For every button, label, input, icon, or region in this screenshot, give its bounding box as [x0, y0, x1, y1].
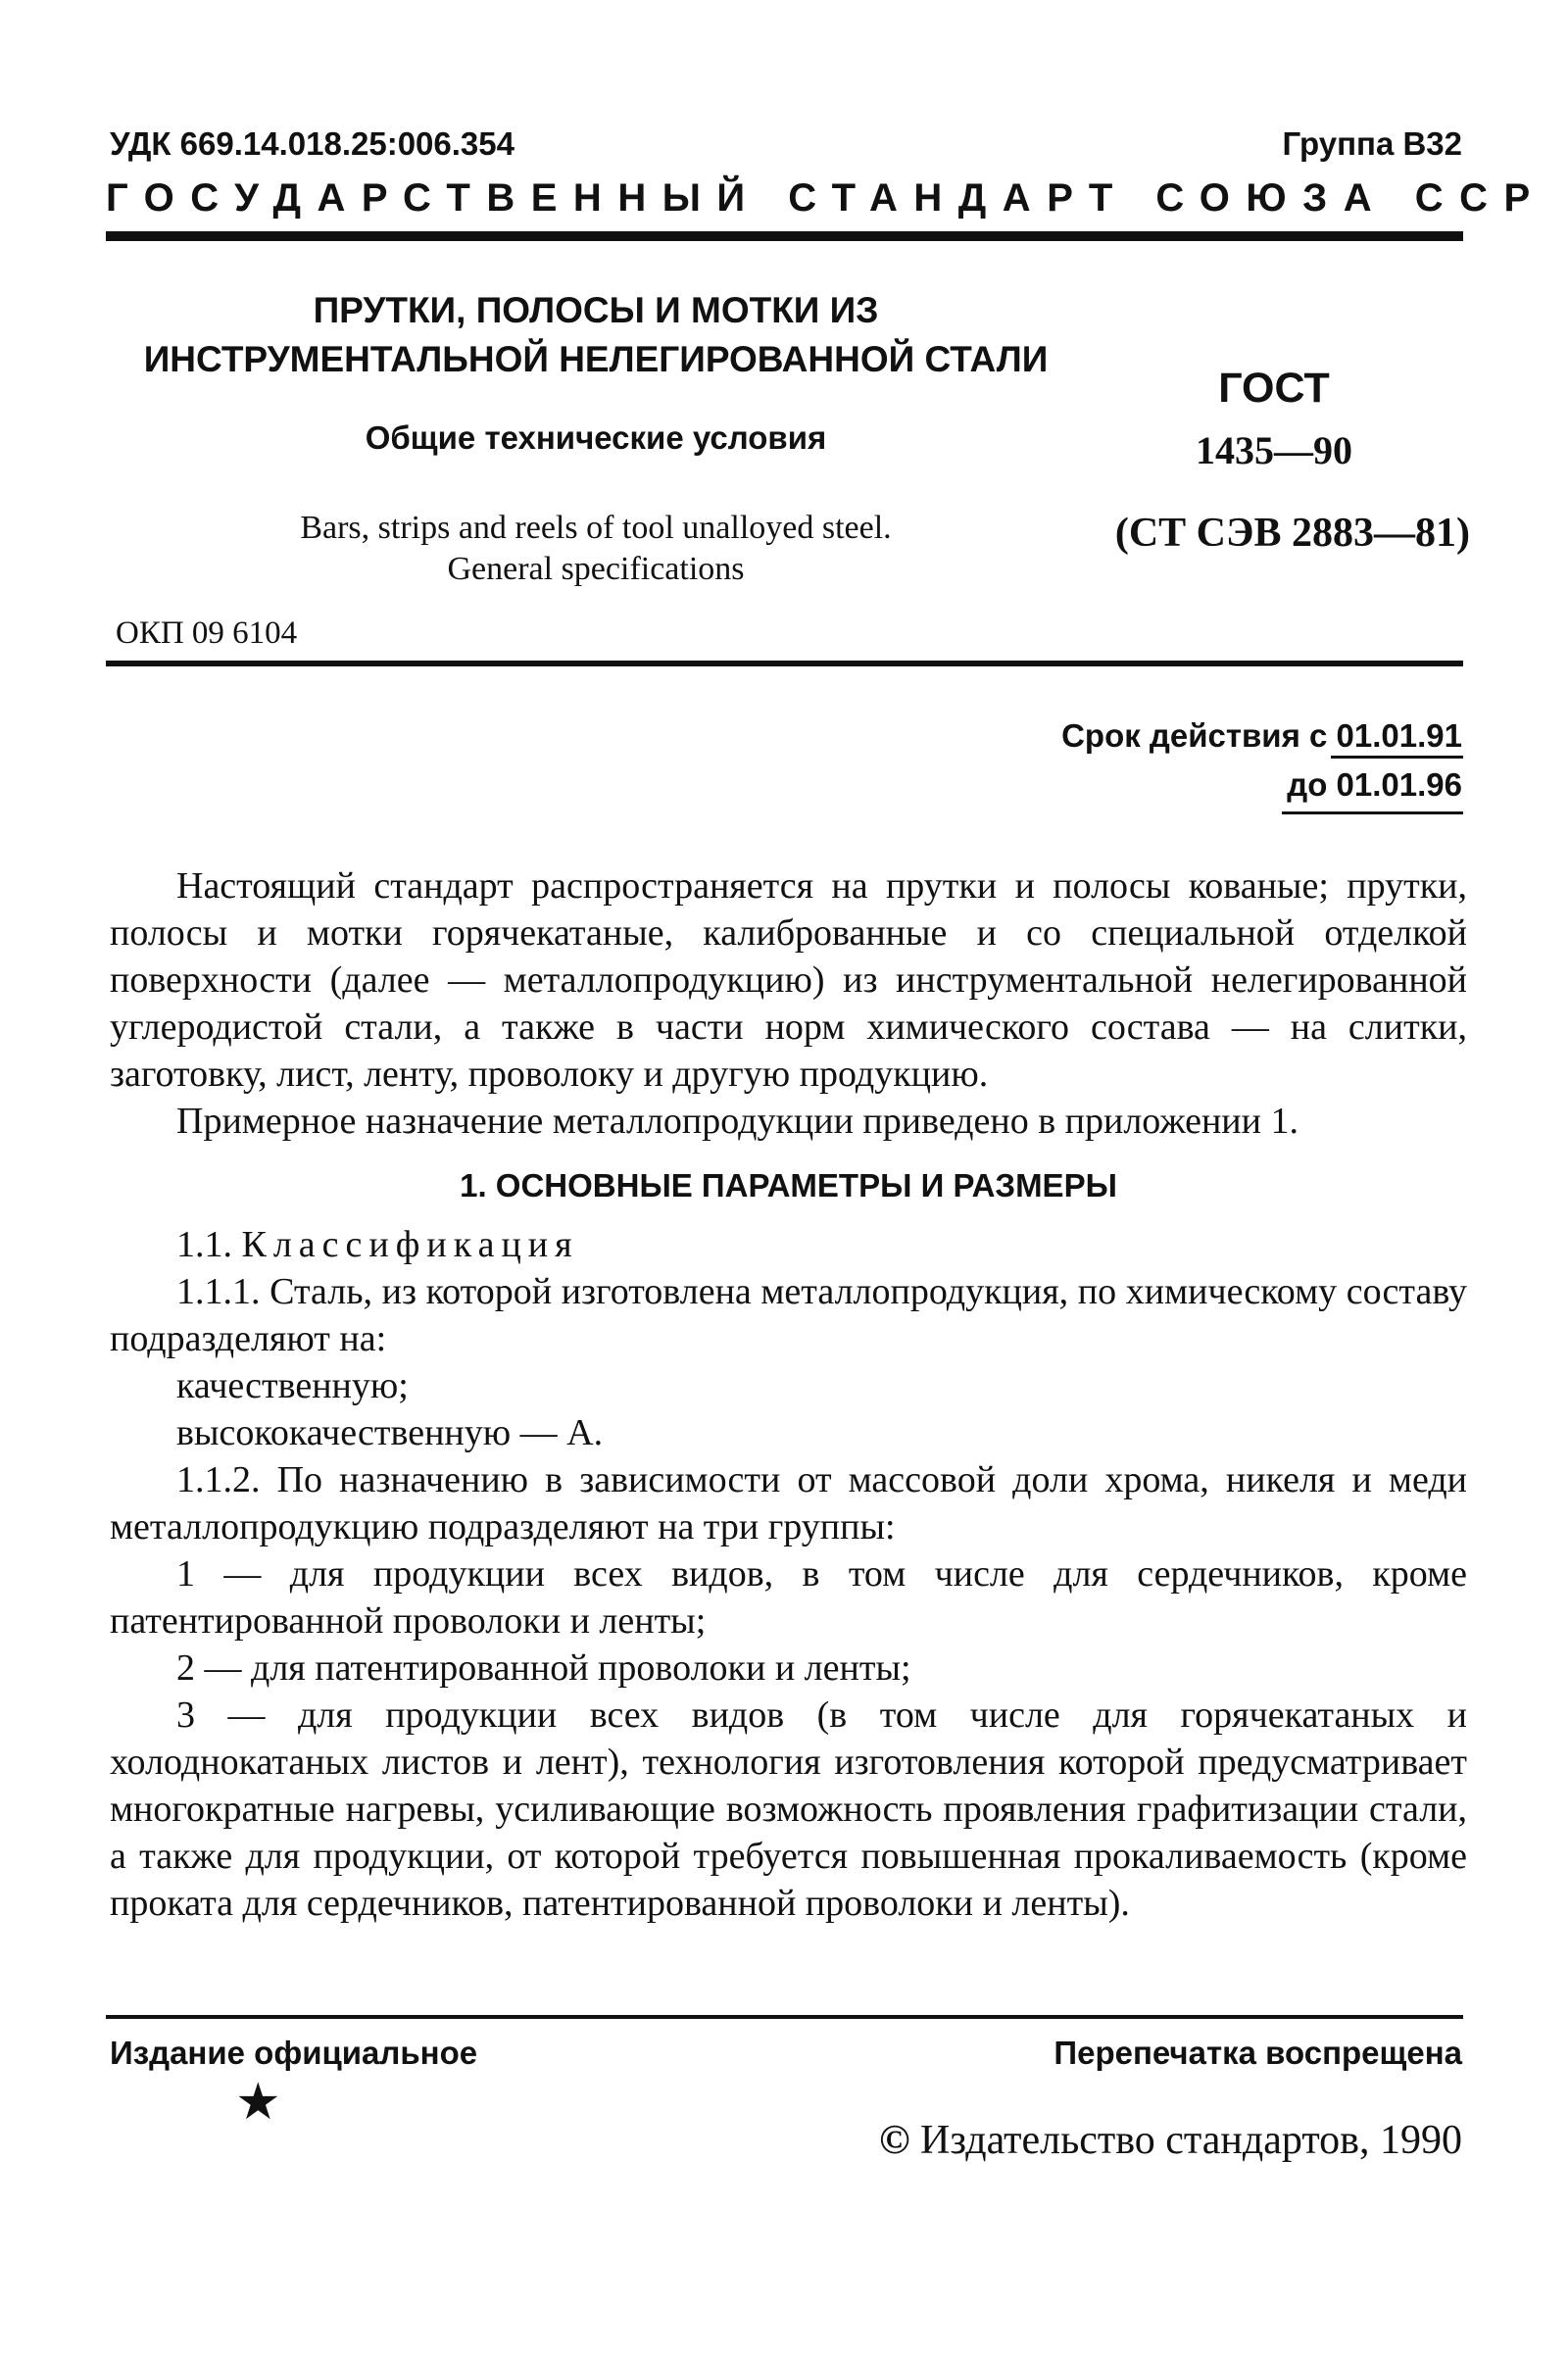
validity-to-underline: [1282, 811, 1463, 814]
clause-1-1-2: 1.1.2. По назначению в зависимости от массовой доли хрома, никеля и меди металлопродукцию подразделяют на три группы:: [110, 1459, 1467, 1547]
intro-paragraph: Настоящий стандарт распространяется на прутки и полосы кованые; прутки, полосы и мотки горячекатаные, калиброванные и со специальной отделкой поверхности (далее — металлопродукцию) из инструментальной нелегированной углеродистой стали, а также в части норм химического состава — на слитки, заготовку, лист, ленту, проволоку и другую продукцию.: [110, 865, 1467, 1095]
document-title: [106, 286, 1086, 384]
group-3-item: 3 — для продукции всех видов (в том числе для горячекатаных и холоднокатаных листов и лент), технология изготовления которой предусматривает многократные нагревы, усиливающие возможность проявления графитизации стали, а также для продукции, от которой требуется повышенная прокаливаемость (кроме проката для сердечников, патентированной проволоки и ленты).: [110, 1694, 1467, 1924]
udk-code: УДК 669.14.018.25:006.354: [110, 125, 514, 162]
clause-1-1: [110, 1221, 1467, 1268]
section-heading: 1. ОСНОВНЫЕ ПАРАМЕТРЫ И РАЗМЕРЫ: [460, 1167, 1117, 1203]
title-line-2: ИНСТРУМЕНТАЛЬНОЙ НЕЛЕГИРОВАННОЙ СТАЛИ: [143, 339, 1049, 379]
english-title-line-1: Bars, strips and reels of tool unalloyed steel.: [300, 510, 892, 546]
clause-1-1-1: 1.1.1. Сталь, из которой изготовлена металлопродукция, по химическому составу подразделяют на:: [110, 1271, 1467, 1359]
list-item-quality: качественную;: [176, 1365, 409, 1406]
validity-from: [1061, 717, 1462, 755]
validity-to: [1287, 766, 1462, 804]
validity-from-underline: [1331, 756, 1463, 759]
purpose-paragraph: Примерное назначение металлопродукции приведено в приложении 1.: [176, 1101, 1298, 1142]
middle-rule: [106, 661, 1463, 666]
state-standard-banner: ГОСУДАРСТВЕННЫЙ СТАНДАРТ СОЮЗА ССР: [106, 176, 1546, 220]
group-code: Группа В32: [1282, 125, 1462, 162]
footer-rule: [106, 2015, 1463, 2019]
english-title: [106, 508, 1086, 590]
validity-to-label: до: [1287, 766, 1337, 803]
list-item-high-quality: высококачественную — А.: [176, 1412, 604, 1453]
gost-number: 1435—90: [1196, 428, 1352, 472]
clause-1-1-number: 1.1.: [176, 1224, 242, 1265]
gost-label: ГОСТ: [1218, 365, 1330, 412]
clause-1-1-title: Классификация: [241, 1224, 579, 1265]
group-2-item: 2 — для патентированной проволоки и ленты;: [176, 1647, 911, 1689]
title-line-1: ПРУТКИ, ПОЛОСЫ И МОТКИ ИЗ: [313, 290, 879, 330]
validity-from-date: 01.01.91: [1336, 717, 1462, 754]
body-text: [110, 862, 1467, 1927]
cmea-standard: (СТ СЭВ 2883—81): [1114, 511, 1470, 556]
validity-from-label: Срок действия с: [1061, 717, 1337, 754]
official-edition-label: Издание официальное: [110, 2035, 478, 2071]
top-rule: [106, 231, 1463, 241]
validity-to-date: 01.01.96: [1336, 766, 1462, 803]
reprint-prohibited-label: Перепечатка воспрещена: [1054, 2035, 1462, 2071]
copyright-text: Издательство стандартов, 1990: [909, 2118, 1462, 2163]
english-title-line-2: General specifications: [447, 551, 745, 587]
okp-code: ОКП 09 6104: [116, 615, 298, 651]
copyright-symbol: ©: [879, 2118, 910, 2163]
group-1-item: 1 — для продукции всех видов, в том числе для сердечников, кроме патентированной проволоки и ленты;: [110, 1553, 1467, 1642]
document-subtitle: Общие технические условия: [365, 419, 827, 456]
copyright-notice: [879, 2117, 1462, 2164]
star-icon: ★: [235, 2075, 281, 2131]
